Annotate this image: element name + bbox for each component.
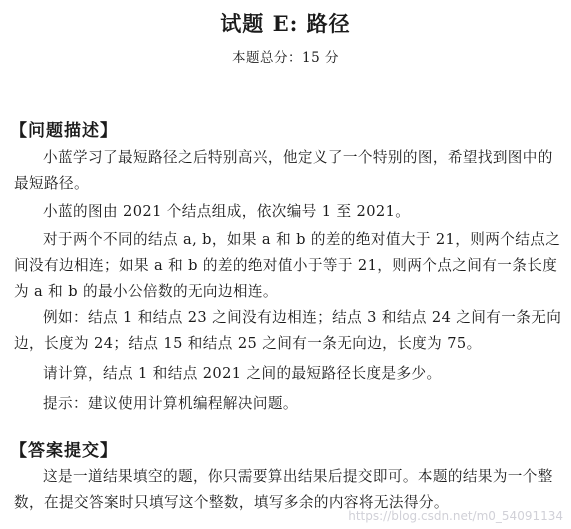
watermark: https://blog.csdn.net/m0_54091134 xyxy=(348,509,563,523)
description-paragraph-1: 小蓝学习了最短路径之后特别高兴，他定义了一个特别的图，希望找到图中的最短路径。 xyxy=(14,149,553,192)
description-paragraph-6: 提示：建议使用计算机编程解决问题。 xyxy=(43,395,298,412)
description-paragraph-3: 对于两个不同的结点 a, b，如果 a 和 b 的差的绝对值大于 21，则两个结点之间没有边相连；如果 a 和 b 的差的绝对值小于等于 21，则两个点之间有一条长度为 a 和 b 的最小公倍数的无向边相连。 xyxy=(14,231,561,300)
total-score: 本题总分：15 分 xyxy=(232,50,339,66)
page-title: 试题 E: 路径 xyxy=(220,11,351,36)
submission-paragraph-1: 这是一道结果填空的题，你只需要算出结果后提交即可。本题的结果为一个整数，在提交答案时只填写这个整数，填写多余的内容将无法得分。 xyxy=(14,468,553,511)
description-paragraph-5: 请计算，结点 1 和结点 2021 之间的最短路径长度是多少。 xyxy=(43,365,442,382)
description-heading: 【问题描述】 xyxy=(10,121,118,141)
description-paragraph-2: 小蓝的图由 2021 个结点组成，依次编号 1 至 2021。 xyxy=(43,203,411,220)
description-paragraph-4: 例如：结点 1 和结点 23 之间没有边相连；结点 3 和结点 24 之间有一条无向边，长度为 24；结点 15 和结点 25 之间有一条无向边，长度为 75。 xyxy=(14,309,562,352)
submission-heading: 【答案提交】 xyxy=(10,441,118,461)
